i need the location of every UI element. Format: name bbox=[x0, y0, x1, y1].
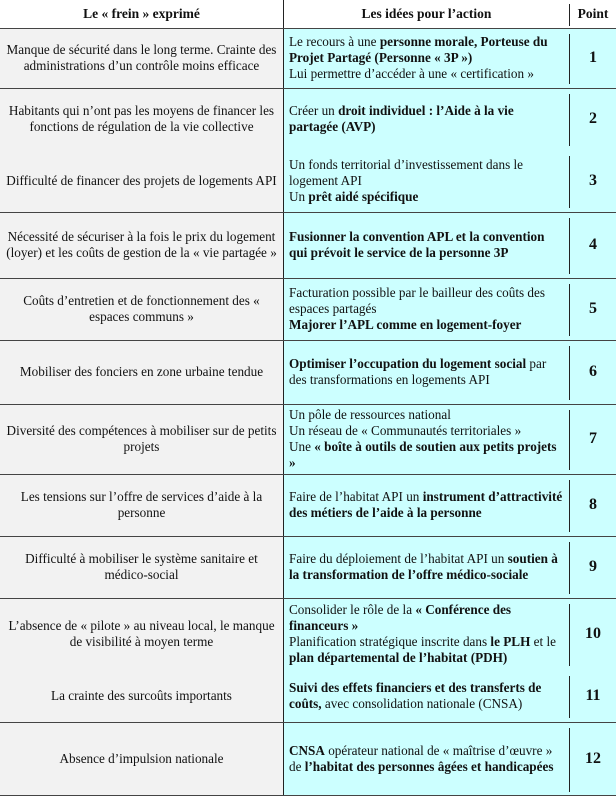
row-divider bbox=[0, 340, 616, 341]
idee-bold-text: instrument d’attractivité des métiers de l’aide à la personne bbox=[289, 489, 563, 520]
idee-line bbox=[289, 66, 564, 82]
idee-line bbox=[289, 743, 564, 775]
idee-line bbox=[289, 229, 564, 261]
idee-bold-text: droit individuel : l’Aide à la vie partagée (AVP) bbox=[289, 103, 514, 134]
header-point: Point bbox=[577, 6, 609, 21]
frein-text: L’absence de « pilote » au niveau local, le manque de visibilité à moyen terme bbox=[8, 618, 275, 649]
idee-text: Lui permettre d’accéder à une « certification » bbox=[289, 66, 534, 81]
point-column-divider bbox=[569, 604, 570, 666]
idee-text: Un réseau de « Communautés territoriales » bbox=[289, 423, 522, 438]
idees-cell bbox=[283, 340, 569, 404]
idee-text: avec consolidation nationale (CNSA) bbox=[321, 696, 523, 711]
idees-cell bbox=[283, 88, 569, 150]
row-divider bbox=[0, 88, 616, 89]
idee-bold-text: prêt aidé spécifique bbox=[308, 189, 419, 204]
header-frein: Le « frein » exprimé bbox=[83, 6, 200, 21]
row-divider bbox=[0, 278, 616, 279]
point-number: 8 bbox=[589, 496, 597, 513]
idee-text: opérateur national de « maîtrise d’œuvre » de bbox=[289, 743, 553, 774]
frein-text: Mobiliser des fonciers en zone urbaine tendue bbox=[19, 364, 264, 379]
idee-line bbox=[289, 103, 564, 135]
frein-cell bbox=[0, 404, 283, 474]
point-column-divider bbox=[569, 542, 570, 594]
point-number: 12 bbox=[585, 750, 601, 767]
idee-text: Faire de l’habitat API un bbox=[289, 489, 423, 504]
idee-line bbox=[289, 602, 564, 634]
idees-cell bbox=[283, 278, 569, 340]
idee-text: par des transformations en logements API bbox=[289, 356, 547, 387]
row-divider bbox=[0, 598, 616, 599]
idee-text: Un fonds territorial d’investissement dans le logement API bbox=[289, 157, 524, 188]
idees-cell bbox=[283, 536, 569, 598]
idee-text: Un pôle de ressources national bbox=[289, 407, 451, 422]
idees-cell bbox=[283, 598, 569, 670]
point-column-divider bbox=[569, 410, 570, 470]
idee-text: Consolider le rôle de la bbox=[289, 602, 416, 617]
idee-text: Le recours à une bbox=[289, 34, 380, 49]
header-idees: Les idées pour l’action bbox=[361, 6, 492, 21]
idee-text: Planification stratégique inscrite dans bbox=[289, 634, 491, 649]
frein-cell bbox=[0, 474, 283, 536]
point-column-divider bbox=[569, 346, 570, 400]
frein-cell bbox=[0, 598, 283, 670]
row-divider bbox=[0, 722, 616, 723]
idees-cell bbox=[283, 28, 569, 88]
frein-text: Manque de sécurité dans le long terme. Crainte des administrations d’un contrôle moins efficace bbox=[6, 42, 277, 73]
frein-cell bbox=[0, 212, 283, 278]
frein-cell bbox=[0, 278, 283, 340]
point-column-divider bbox=[569, 34, 570, 84]
point-number: 1 bbox=[589, 49, 597, 66]
idees-cell bbox=[283, 474, 569, 536]
idee-bold-text: Suivi des effets financiers et des transferts de coûts, bbox=[289, 680, 542, 711]
idee-line bbox=[289, 423, 564, 439]
header-point-divider bbox=[569, 4, 570, 26]
point-number: 3 bbox=[589, 172, 597, 189]
idee-bold-text: soutien à la transformation de l’offre médico-sociale bbox=[289, 551, 558, 582]
point-number: 11 bbox=[585, 687, 601, 704]
frein-cell bbox=[0, 28, 283, 88]
idee-bold-text: « boîte à outils de soutien aux petits projets » bbox=[289, 439, 557, 470]
idees-cell bbox=[283, 150, 569, 212]
point-column-divider bbox=[569, 94, 570, 146]
frein-text: Diversité des compétences à mobiliser sur de petits projets bbox=[6, 423, 277, 454]
row-divider bbox=[0, 536, 616, 537]
frein-cell bbox=[0, 88, 283, 150]
frein-cell bbox=[0, 670, 283, 722]
point-number: 6 bbox=[589, 363, 597, 380]
table-header bbox=[0, 0, 616, 28]
idee-bold-text: Majorer l’APL comme en logement-foyer bbox=[289, 317, 522, 332]
idee-line bbox=[289, 285, 564, 317]
frein-text: Habitants qui n’ont pas les moyens de financer les fonctions de régulation de la vie collective bbox=[8, 103, 275, 134]
idees-cell bbox=[283, 404, 569, 474]
frein-cell bbox=[0, 536, 283, 598]
row-divider bbox=[0, 474, 616, 475]
frein-text: Coûts d’entretien et de fonctionnement des « espaces communs » bbox=[23, 293, 260, 324]
idee-line bbox=[289, 317, 564, 333]
frein-text: Absence d’impulsion nationale bbox=[59, 751, 224, 766]
idee-line bbox=[289, 157, 564, 189]
idee-line bbox=[289, 439, 564, 471]
idee-text: Un bbox=[289, 189, 309, 204]
frein-text: Les tensions sur l’offre de services d’aide à la personne bbox=[20, 489, 263, 520]
point-number: 2 bbox=[589, 110, 597, 127]
idee-bold-text: l’habitat des personnes âgées et handicapées bbox=[304, 759, 554, 774]
row-divider bbox=[0, 212, 616, 213]
point-column-divider bbox=[569, 480, 570, 532]
frein-text: Difficulté de financer des projets de logements API bbox=[6, 173, 277, 188]
row-divider bbox=[0, 404, 616, 405]
idee-bold-text: le PLH bbox=[490, 634, 531, 649]
point-column-divider bbox=[569, 728, 570, 792]
point-number: 9 bbox=[589, 558, 597, 575]
frein-cell bbox=[0, 150, 283, 212]
point-number: 7 bbox=[589, 430, 597, 447]
point-number: 10 bbox=[585, 625, 601, 642]
idee-text: et le bbox=[530, 634, 556, 649]
idee-line bbox=[289, 634, 564, 666]
idee-bold-text: plan départemental de l’habitat (PDH) bbox=[289, 650, 508, 665]
point-number: 4 bbox=[589, 236, 597, 253]
idee-text: Faire du déploiement de l’habitat API un bbox=[289, 551, 508, 566]
idee-line bbox=[289, 34, 564, 66]
idee-bold-text: Fusionner la convention APL et la convention qui prévoit le service de la personne 3P bbox=[289, 229, 545, 260]
frein-text: Difficulté à mobiliser le système sanitaire et médico-social bbox=[25, 551, 258, 582]
idee-line bbox=[289, 680, 564, 712]
frein-cell bbox=[0, 722, 283, 796]
point-column-divider bbox=[569, 156, 570, 208]
idee-line bbox=[289, 489, 564, 521]
idee-bold-text: « Conférence des financeurs » bbox=[289, 602, 512, 633]
idees-cell bbox=[283, 670, 569, 722]
row-divider bbox=[0, 28, 616, 29]
idee-line bbox=[289, 189, 564, 205]
idee-bold-text: personne morale, Porteuse du Projet Partagé (Personne « 3P ») bbox=[289, 34, 548, 65]
frein-text: La crainte des surcoûts importants bbox=[51, 688, 232, 703]
point-column-divider bbox=[569, 284, 570, 336]
column-divider bbox=[283, 0, 284, 796]
idee-line bbox=[289, 551, 564, 583]
idee-line bbox=[289, 356, 564, 388]
idee-text: Facturation possible par le bailleur des coûts des espaces partagés bbox=[289, 285, 545, 316]
point-column-divider bbox=[569, 218, 570, 274]
point-number: 5 bbox=[589, 300, 597, 317]
idee-line bbox=[289, 407, 564, 423]
idee-text: Une bbox=[289, 439, 315, 454]
idees-cell bbox=[283, 722, 569, 796]
frein-cell bbox=[0, 340, 283, 404]
idees-cell bbox=[283, 212, 569, 278]
idee-text: Créer un bbox=[289, 103, 339, 118]
frein-text: Nécessité de sécuriser à la fois le prix du logement (loyer) et les coûts de gestion de la « vie partagée » bbox=[6, 229, 277, 260]
idee-bold-text: CNSA bbox=[289, 743, 325, 758]
point-column-divider bbox=[569, 676, 570, 718]
idee-bold-text: Optimiser l’occupation du logement social bbox=[289, 356, 527, 371]
